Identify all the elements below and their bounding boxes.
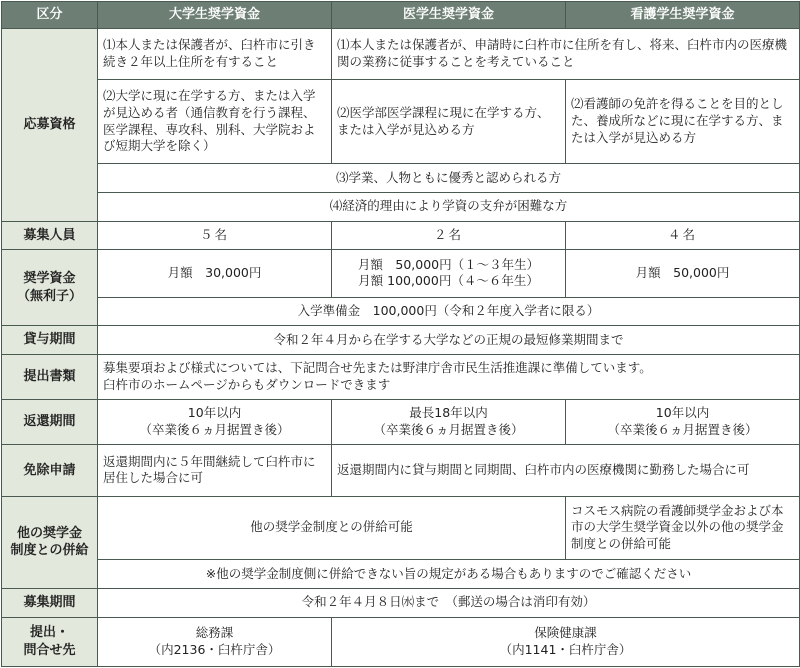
repayment-university-line1: 10年以内 — [187, 405, 242, 421]
eligibility-nursing-2: ⑵看護師の免許を得ることを目的とした、養成所などに現に在学する方、または入学が見込める方 — [566, 79, 800, 163]
eligibility-common-3: ⑶学業、人物ともに優秀と認められる方 — [98, 164, 800, 193]
contact-medical-nursing-line2: （内1141・臼杵庁舎） — [499, 641, 632, 657]
eligibility-row-3 — [2, 164, 800, 193]
other-scholarship-univ-medical: 他の奨学金制度との併給可能 — [98, 496, 566, 560]
other-scholarship-note-row — [2, 560, 800, 589]
documents-label: 提出書類 — [2, 354, 98, 399]
repayment-medical-line1: 最長18年以内 — [409, 405, 488, 421]
eligibility-medical-2: ⑵医学部医学課程に現に在学する方、または入学が見込める方 — [332, 79, 566, 163]
documents-row — [2, 354, 800, 399]
documents-text — [98, 354, 800, 399]
amount-medical-line1: 月額 50,000円（１～３年生） — [357, 256, 540, 272]
header-category: 区分 — [2, 2, 98, 29]
recruit-count-row — [2, 221, 800, 250]
recruit-count-university: ５名 — [98, 221, 332, 250]
documents-line1: 募集要項および様式については、下記問合せ先または野津庁舎市民生活推進課に準備しています。 — [103, 360, 652, 376]
amount-medical-line2: 月額 100,000円（４～６年生） — [358, 273, 539, 289]
exemption-label: 免除申請 — [2, 445, 98, 496]
eligibility-univ-2: ⑵大学に現に在学する方、または入学が見込める者（通信教育を行う課程、医学課程、専攻科、別科、大学院および短期大学を除く） — [98, 79, 332, 163]
amount-label-line1: 奨学資金 — [23, 271, 76, 287]
contact-row — [2, 617, 800, 666]
eligibility-row-2 — [2, 79, 800, 163]
amount-nursing: 月額 50,000円 — [566, 250, 800, 297]
loan-period-text: 令和２年４月から在学する大学などの正規の最短修業期間まで — [98, 326, 800, 355]
exemption-medical-nursing: 返還期間内に貸与期間と同期間、臼杵市内の医療機関に勤務した場合に可 — [332, 445, 800, 496]
scholarship-table — [1, 1, 800, 667]
exemption-row — [2, 445, 800, 496]
other-scholarship-label-line2: 制度との併給 — [10, 543, 89, 559]
repayment-row — [2, 400, 800, 445]
amount-label — [2, 250, 98, 326]
header-university: 大学生奨学資金 — [98, 2, 332, 29]
other-scholarship-label — [2, 496, 98, 588]
loan-period-row — [2, 326, 800, 355]
other-scholarship-nursing: コスモス病院の看護師奨学金および本市の大学生奨学資金以外の他の奨学金制度との併給可能 — [566, 496, 800, 560]
amount-university: 月額 30,000円 — [98, 250, 332, 297]
entrance-fund-row — [2, 297, 800, 326]
other-scholarship-label-line1: 他の奨学金 — [16, 525, 82, 541]
amount-entrance: 入学準備金 100,000円（令和２年度入学者に限る） — [98, 297, 800, 326]
repayment-university-line2: （卒業後６ヵ月据置き後） — [139, 422, 290, 438]
repayment-university — [98, 400, 332, 445]
application-period-label: 募集期間 — [2, 588, 98, 617]
contact-university-line1: 総務課 — [195, 624, 234, 640]
recruit-count-nursing: ４名 — [566, 221, 800, 250]
repayment-label: 返還期間 — [2, 400, 98, 445]
recruit-count-medical: ２名 — [332, 221, 566, 250]
contact-medical-nursing-line1: 保険健康課 — [534, 624, 597, 640]
application-period-text: 令和２年４月８日㈬まで （郵送の場合は消印有効） — [98, 588, 800, 617]
repayment-medical — [332, 400, 566, 445]
application-period-row — [2, 588, 800, 617]
amount-row — [2, 250, 800, 297]
other-scholarship-note: ※他の奨学金制度側に併給できない旨の規定がある場合もありますのでご確認ください — [98, 560, 800, 589]
recruit-count-label: 募集人員 — [2, 221, 98, 250]
repayment-nursing-line1: 10年以内 — [655, 405, 710, 421]
eligibility-label: 応募資格 — [2, 28, 98, 221]
eligibility-univ-1: ⑴本人または保護者が、臼杵市に引き続き２年以上住所を有すること — [98, 28, 332, 79]
repayment-medical-line2: （卒業後６ヵ月据置き後） — [373, 422, 524, 438]
loan-period-label: 貸与期間 — [2, 326, 98, 355]
contact-medical-nursing — [332, 617, 800, 666]
exemption-university: 返還期間内に５年間継続して臼杵市に居住した場合に可 — [98, 445, 332, 496]
contact-label — [2, 617, 98, 666]
contact-university-line2: （内2136・臼杵庁舎） — [148, 641, 281, 657]
amount-label-line2: （無利子） — [16, 288, 82, 304]
header-nursing: 看護学生奨学資金 — [566, 2, 800, 29]
contact-university — [98, 617, 332, 666]
eligibility-row-4 — [2, 192, 800, 221]
eligibility-common-4: ⑷経済的理由により学資の支弁が困難な方 — [98, 192, 800, 221]
contact-label-line2: 問合せ先 — [23, 642, 76, 658]
repayment-nursing — [566, 400, 800, 445]
documents-line2: 臼杵市のホームページからもダウンロードできます — [103, 377, 391, 393]
eligibility-medical-nursing-1: ⑴本人または保護者が、申請時に臼杵市に住所を有し、将来、臼杵市内の医療機関の業務に従事することを考えていること — [332, 28, 800, 79]
contact-label-line1: 提出・ — [29, 625, 69, 641]
amount-medical — [332, 250, 566, 297]
header-row — [2, 2, 800, 29]
other-scholarship-row — [2, 496, 800, 560]
header-medical: 医学生奨学資金 — [332, 2, 566, 29]
repayment-nursing-line2: （卒業後６ヵ月据置き後） — [607, 422, 758, 438]
eligibility-row-1 — [2, 28, 800, 79]
